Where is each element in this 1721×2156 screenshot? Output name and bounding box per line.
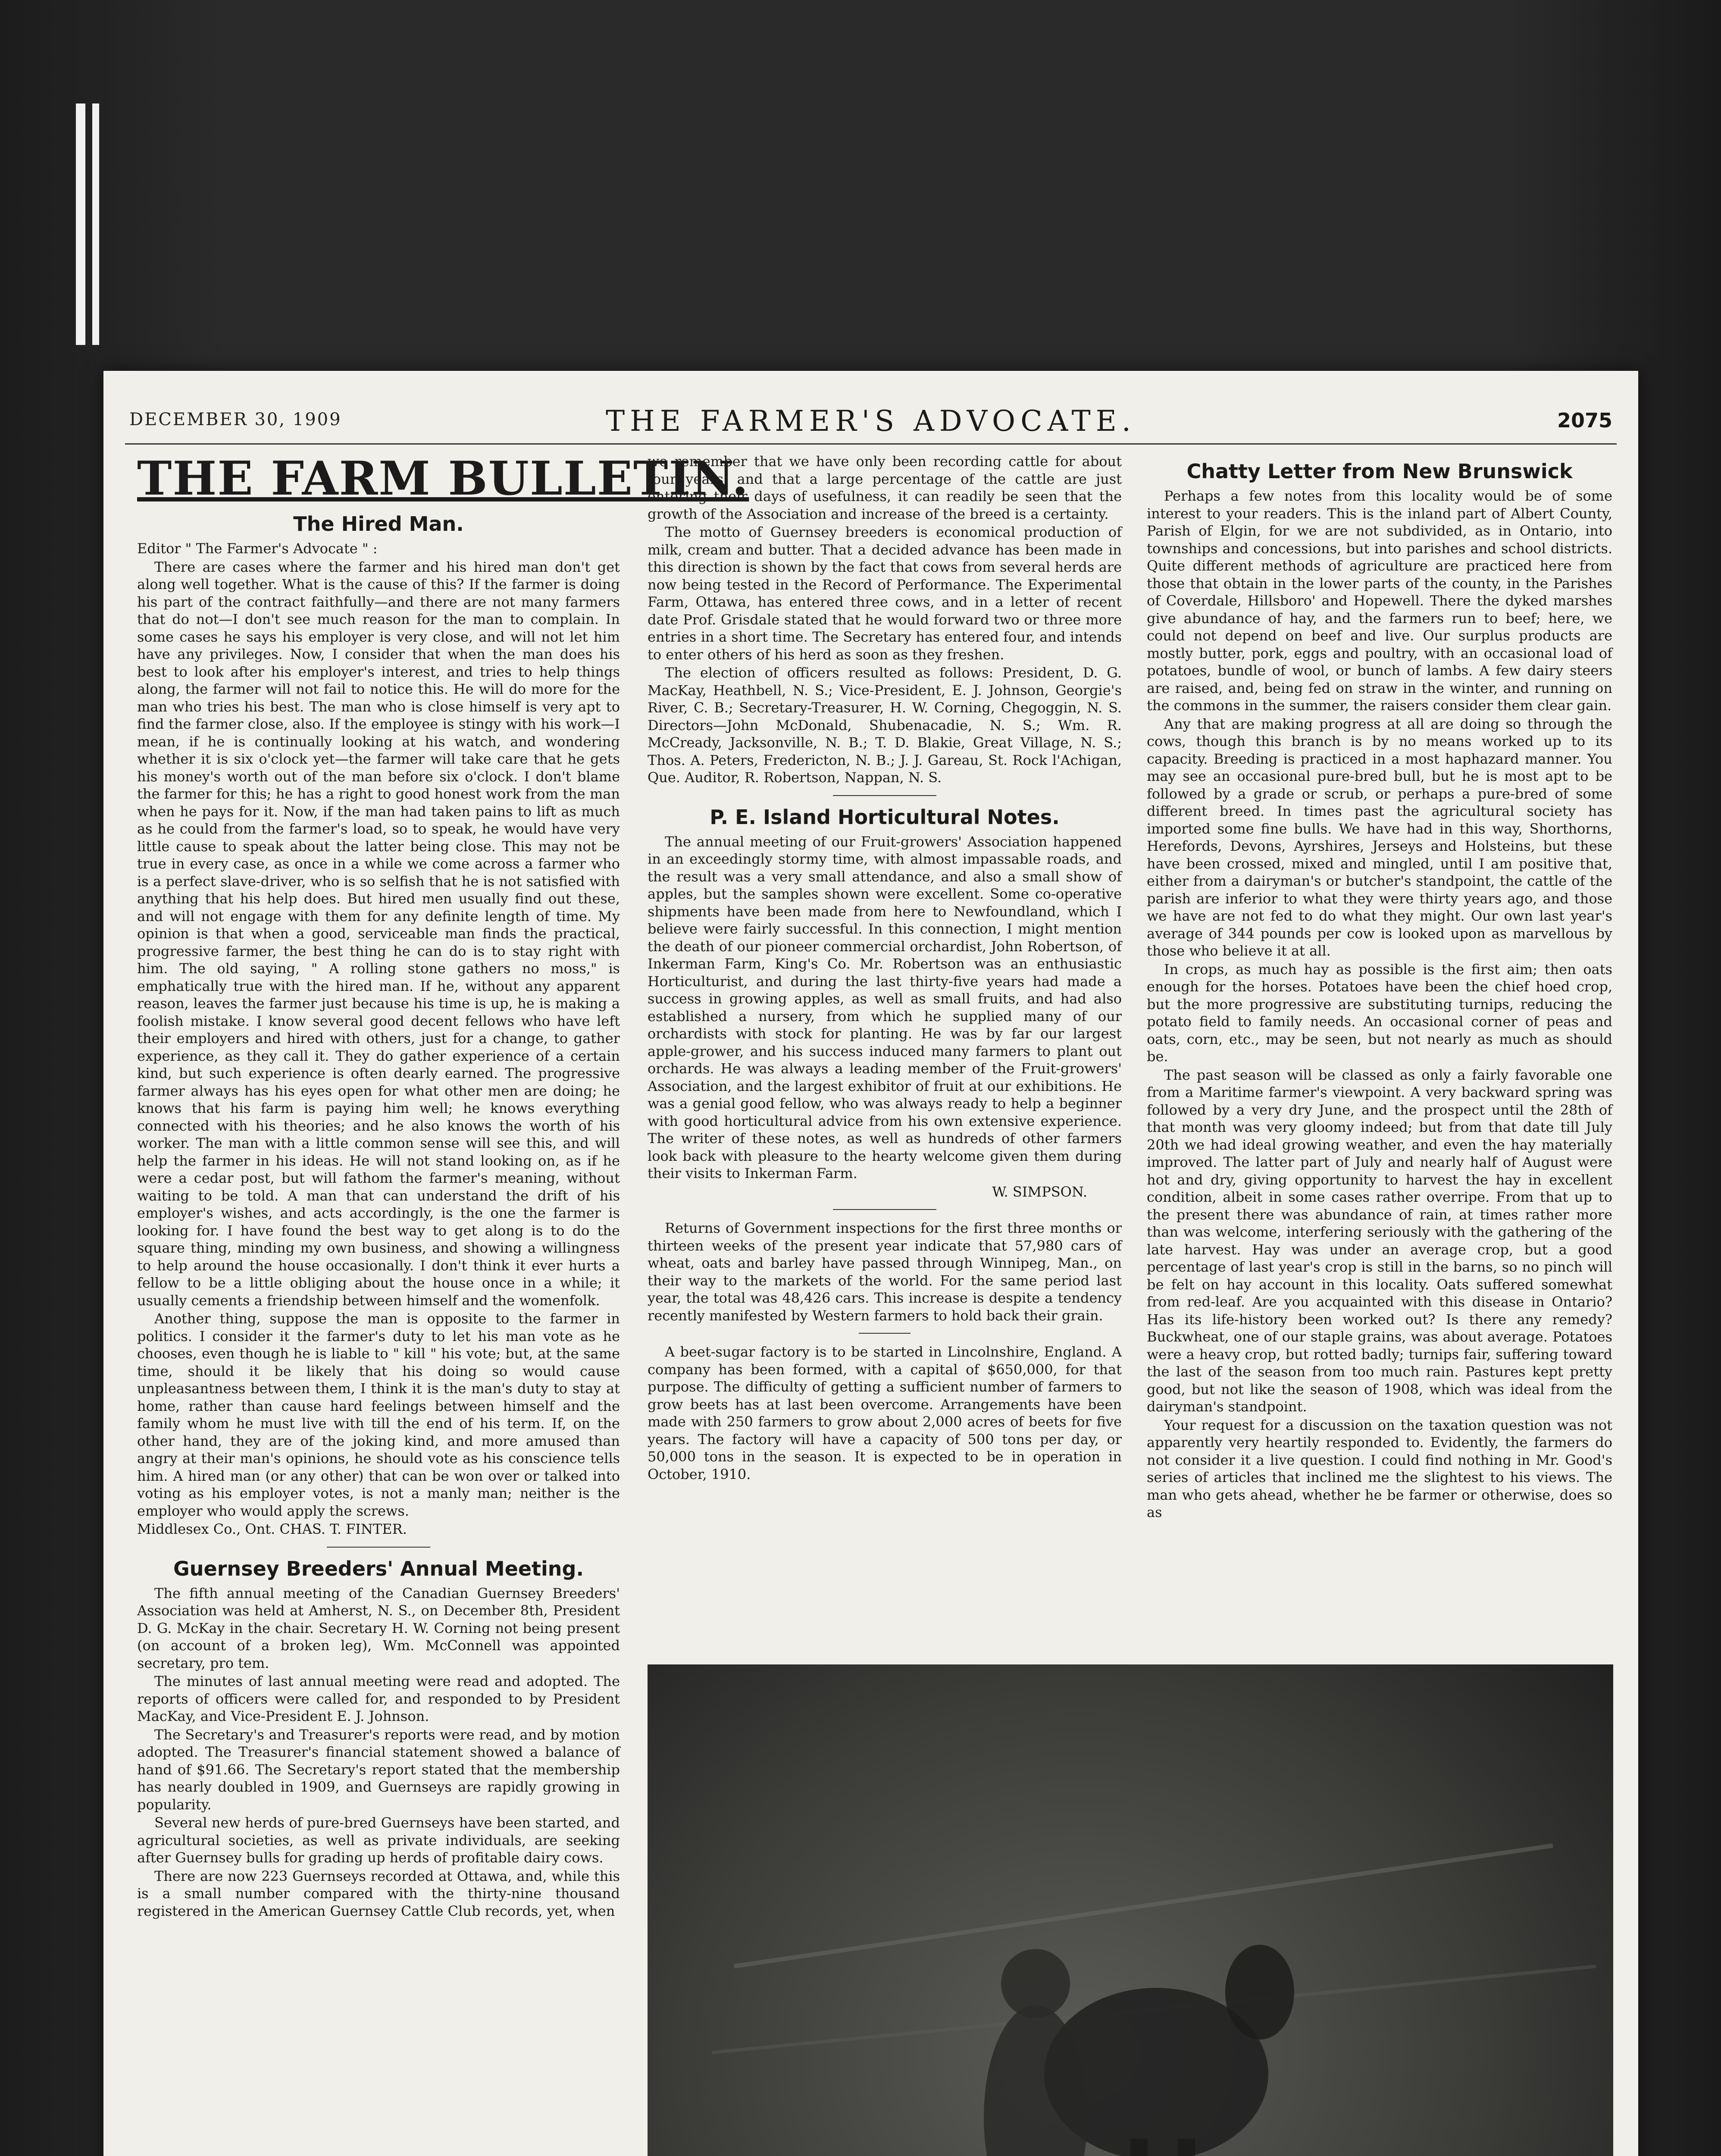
paragraph: Several new herds of pure-bred Guernseys have been started, and agricultural societies, as well as private individuals, are seeking after Guernsey bulls for grading up herds of profitable dairy cows. <box>137 1814 620 1866</box>
running-header <box>129 404 1612 443</box>
paragraph: In crops, as much hay as possible is the first aim; then oats enough for the horses. Potatoes have been the chief hoed crop, but the more progressive are substituting turnips, reducing the potato field to family needs. An occasional corner of peas and oats, corn, etc., may be seen, but not nearly as much as should be. <box>1147 961 1612 1065</box>
article-title-horticultural: P. E. Island Horticultural Notes. <box>710 805 1060 829</box>
column-3 <box>1147 453 1612 1522</box>
film-edge-mark <box>76 103 85 345</box>
paragraph: The Secretary's and Treasurer's reports were read, and by motion adopted. The Treasurer's financial statement showed a balance of hand of $91.66. The Secretary's report stated that the membership has nearly doubled in 1909, and Guernseys are rapidly growing in popularity. <box>137 1726 620 1813</box>
newspaper-page <box>103 371 1638 2156</box>
article-title-chatty-letter: Chatty Letter from New Brunswick <box>1186 460 1573 483</box>
paragraph: The minutes of last annual meeting were read and adopted. The reports of officers were called for, and responded to by President MacKay, and Vice-President E. J. Johnson. <box>137 1673 620 1724</box>
section-title: THE FARM BULLETIN. <box>137 451 749 506</box>
paragraph: The past season will be classed as only a fairly favorable one from a Maritime farmer's viewpoint. A very backward spring was followed by a very dry June, and the prospect until the 28th of that month was very gloomy indeed; but from that date till July 20th we had ideal growing weather, and even the hay materially improved. The latter part of July and nearly half of August were hot and dry, giving opportunity to harvest the hay in excellent condition, albeit in some cases rather overripe. From that up to the present there was abundance of rain, at times rather more than was welcome, interfering seriously with the gathering of the late harvest. Hay was under an average crop, but a good percentage of last year's crop is still in the barns, so no pinch will be felt on hay account in this locality. Oats suffered somewhat from red-leaf. Are you acquainted with this disease in Ontario? Has its life-history been worked out? Is there any remedy? Buckwheat, one of our staple grains, was about average. Potatoes were a heavy crop, but rotted badly; turnips fair, suffering toward the last of the season from too much rain. Pastures kept pretty good, but not like the season of 1908, which was ideal from the dairyman's standpoint. <box>1147 1066 1612 1415</box>
article-separator <box>859 1333 911 1334</box>
article-separator <box>833 795 936 796</box>
article-separator <box>833 1209 936 1210</box>
paragraph: we remember that we have only been recording cattle for about four years, and that a large percentage of the cattle are just entering their days of usefulness, it can readily be seen that the growth of the Association and increase of the breed is a certainty. <box>648 453 1122 522</box>
paragraph: The motto of Guernsey breeders is economical production of milk, cream and butter. That a decided advance has been made in this direction is shown by the fact that cows from several herds are now being tested in the Record of Performance. The Experimental Farm, Ottawa, has entered three cows, and in a letter of recent date Prof. Grisdale stated that he would forward two or three more entries in a short time. The Secretary has entered four, and intends to enter others of his herd as soon as they freshen. <box>648 524 1122 663</box>
paragraph-returns: Returns of Government inspections for the first three months or thirteen weeks of the present year indicate that 57,980 cars of wheat, oats and barley have passed through Winnipeg, Man., on their way to the markets of the world. For the same period last year, the total was 48,426 cars. This increase is despite a tendency recently manifested by Western farmers to hold back their grain. <box>648 1220 1122 1324</box>
paragraph: Another thing, suppose the man is opposite to the farmer in politics. I consider it the farmer's duty to let his man vote as he chooses, even though he is liable to " kill " his vote; but, at the same time, should it be likely that his doing so would cause unpleasantness between them, I think it is the man's duty to stay at home, rather than cause hard feelings between himself and the family whom he must live with till the end of his term. If, on the other hand, they are of the joking kind, and more amused than angry at their man's opinions, he should vote as his conscience tells him. A hired man (or any other) that can be won over or talked into voting as his employer votes, is not a manly man; neither is the employer who would apply the screws. <box>137 1310 620 1519</box>
photo-image <box>648 1664 1613 2156</box>
photograph <box>648 1664 1613 2156</box>
paragraph: There are now 223 Guernseys recorded at Ottawa, and, while this is a small number compared with the thirty-nine thousand registered in the American Guernsey Cattle Club records, yet, when <box>137 1868 620 1919</box>
paragraph: There are cases where the farmer and his hired man don't get along well together. What is the cause of this? If the farmer is doing his part of the contract faithfully—and there are not many farmers that do not—I don't see much reason for the man to complain. In some cases he says his employer is very close, and will not let him have any privileges. Now, I consider that when the man does his best to look after his employer's interest, and tries to help things along, the farmer will not fail to notice this. He will do more for the man who tries his best. The man who is close himself is very apt to find the farmer close, also. If the employee is stingy with his work—I mean, if he is continually looking at his watch, and wondering whether it is six o'clock yet—the farmer will take care that he gets his money's worth out of the man before six o'clock. I don't blame the farmer for this; he has a right to good honest work from the man when he pays for it. Now, if the man had taken pains to lift as much as he could from the farmer's load, so to speak, he would have very little cause to speak about the latter being close. This may not be true in every case, as once in a while we come across a farmer who is a perfect slave-driver, who is so selfish that he is not satisfied with anything that his help does. But hired men usually find out these, and will not engage with them for any definite length of time. My opinion is that when a good, serviceable man finds the practical, progressive farmer, the best thing he can do is to stay right with him. The old saying, " A rolling stone gathers no moss," is emphatically true with the hired man. If he, without any apparent reason, leaves the farmer just because his time is up, he is making a foolish mistake. I know several good decent fellows who have left their employers and hired with others, just for a change, to gather experience, as they call it. They do gather experience of a certain kind, but such experience is often dearly earned. The progressive farmer always has his eyes open for what other men are doing; he knows that his farm is paying him well; he knows everything connected with his theories; and he also knows the worth of his worker. The man with a little common sense will see this, and will help the farmer in his ideas. He will not stand looking on, as if he were a cedar post, but will fathom the farmer's meaning, without waiting to be told. A man that can understand the drift of his employer's wishes, and acts accordingly, is the one the farmer is looking for. I have found the best way to get along is to do the square thing, minding my own business, and showing a willingness to help around the house occasionally. I don't think it ever hurts a fellow to be a little obliging about the house once in a while; it usually cements a friendship between himself and the womenfolk. <box>137 558 620 1309</box>
paragraph: Perhaps a few notes from this locality would be of some interest to your readers. This is the inland part of Albert County, Parish of Elgin, for we are not subdivided, as in Ontario, into townships and concessions, but into parishes and school districts. Quite different methods of agriculture are practiced here from those that obtain in the lower parts of the county, in the Parishes of Coverdale, Hillsboro' and Hopewell. There the dyked marshes give abundance of hay, and the farmers run to beef; here, we could not depend on beef and live. Our surplus products are mostly butter, pork, eggs and poultry, with an occasional load of potatoes, bundle of wool, or bunch of lambs. A few dairy steers are raised, and, being fed on straw in the winter, and running on the commons in the summer, the raisers consider them clear gain. <box>1147 488 1612 714</box>
article-separator <box>327 1547 430 1548</box>
paragraph: Your request for a discussion on the taxation question was not apparently very heartily responded to. Evidently, the farmers do not consider it a live question. I could find nothing in Mr. Good's series of articles that inclined me the slightest to his views. The man who gets ahead, whether he be farmer or otherwise, does so as <box>1147 1416 1612 1520</box>
article-title-guernsey: Guernsey Breeders' Annual Meeting. <box>173 1557 584 1580</box>
paragraph: The annual meeting of our Fruit-growers' Association happened in an exceedingly stormy time, with almost impassable roads, and the result was a very small attendance, and also a small show of apples, but the samples shown were excellent. Some co-operative shipments have been made from here to Newfoundland, which I believe were fairly successful. In this connection, I might mention the death of our pioneer commercial orchardist, John Robertson, of Inkerman Farm, King's Co. Mr. Robertson was an enthusiastic Horticulturist, and during the last thirty-five years had made a success in growing apples, as well as small fruits, and had also established a nursery, from which he supplied many of our orchardists with stock for planting. He was by far our largest apple-grower, and his success induced many farmers to plant out orchards. He was always a leading member of the Fruit-growers' Association, and the largest exhibitor of fruit at our exhibitions. He was a genial good fellow, who was always ready to help a beginner with good horticultural advice from his own extensive experience. The writer of these notes, as well as hundreds of other farmers look back with pleasure to the hearty welcome given them during their visits to Inkerman Farm. <box>648 833 1122 1181</box>
paragraph: The fifth annual meeting of the Canadian Guernsey Breeders' Association was held at Amherst, N. S., on December 8th, President D. G. McKay in the chair. Secretary H. W. Corning not being present (on account of a broken leg), Wm. McConnell was appointed secretary, pro tem. <box>137 1585 620 1671</box>
paragraph: The election of officers resulted as follows: President, D. G. MacKay, Heathbell, N. S.; Vice-President, E. J. Johnson, Georgie's River, C. B.; Secretary-Treasurer, H. W. Corning, Chegoggin, N. S. Directors—John McDonald, Shubenacadie, N. S.; Wm. R. McCready, Jacksonville, N. B.; T. D. Blakie, Great Village, N. S.; Thos. A. Peters, Fredericton, N. B.; J. J. Gareau, St. Rock l'Achigan, Que. Auditor, R. Robertson, Nappan, N. S. <box>648 664 1122 786</box>
signature: Middlesex Co., Ont. CHAS. T. FINTER. <box>137 1521 407 1537</box>
column-1 <box>137 451 749 1921</box>
newspaper-title: THE FARMER'S ADVOCATE. <box>606 404 1136 438</box>
salutation: Editor " The Farmer's Advocate " : <box>137 540 378 557</box>
page-number: 2075 <box>1557 409 1612 432</box>
header-rule <box>125 443 1617 445</box>
paragraph: Any that are making progress at all are doing so through the cows, though this branch is by no means worked up to its capacity. Breeding is practiced in a most haphazard manner. You may see an occasional pure-bred bull, but he is most apt to be followed by a grade or scrub, or perhaps a pure-bred of some different breed. In times past the agricultural society has imported some fine bulls. We have had in this way, Shorthorns, Herefords, Devons, Ayrshires, Jerseys and Holsteins, but these have been crossed, mixed and mingled, until I am positive that, either from a dairyman's or butcher's standpoint, the cattle of the parish are inferior to what they were thirty years ago, and those we have are not fed to do what they might. Our own last year's average of 344 pounds per cow is looked upon as marvellous by those who believe it at all. <box>1147 715 1612 959</box>
column-2 <box>648 453 1122 1484</box>
issue-date: DECEMBER 30, 1909 <box>129 410 342 429</box>
paragraph-beet-sugar: A beet-sugar factory is to be started in Lincolnshire, England. A company has been formed, with a capital of $650,000, for that purpose. The difficulty of getting a sufficient number of farmers to grow beets has at last been overcome. Arrangements have been made with 250 farmers to grow about 2,000 acres of beets for five years. The factory will have a capacity of 500 tons per day, or 50,000 tons in the season. It is expected to be in operation in October, 1910. <box>648 1344 1122 1482</box>
article-title-hired-man: The Hired Man. <box>293 512 464 536</box>
signature: W. SIMPSON. <box>992 1183 1087 1200</box>
film-edge-mark <box>92 103 99 345</box>
